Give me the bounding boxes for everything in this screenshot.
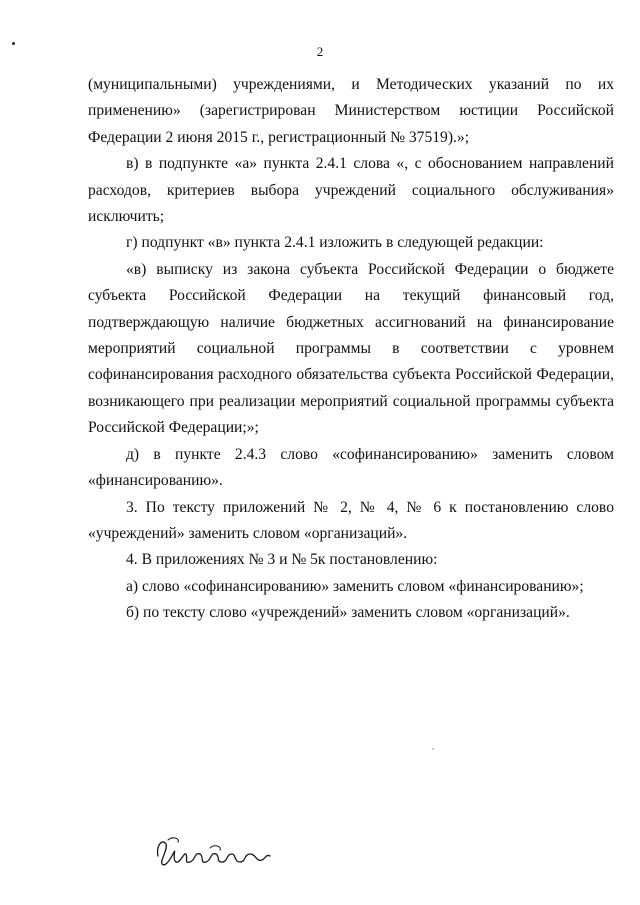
document-body (88, 72, 614, 627)
paragraph-4: «в) выписку из закона субъекта Российской Федерации о бюджете субъекта Российской Федерации на текущий финансовый год, подтверждающую наличие бюджетных ассигнований на финансирование мероприятий социальной программы в соответствии с уровнем софинансирования расходного обязательства субъекта Российской Федерации, возникающего при реализации мероприятий социальной программы субъекта Российской Федерации;»; (88, 260, 614, 437)
scan-speck (432, 748, 434, 750)
page-number: 2 (316, 44, 324, 59)
paragraph-6: 3. По тексту приложений № 2, № 4, № 6 к постановлению слово «учреждений» заменить словом «организаций». (88, 498, 614, 542)
paragraph-1: (муниципальными) учреждениями, и Методических указаний по их применению» (зарегистрирован Министерством юстиции Российской Федерации 2 июня 2015 г., регистрационный № 37519).»; (88, 76, 614, 146)
paragraph-7: 4. В приложениях № 3 и № 5к постановлению: (126, 551, 438, 569)
paragraph-5: д) в пункте 2.4.3 слово «софинансированию» заменить словом «финансированию». (88, 445, 614, 490)
paragraph-9: б) по тексту слово «учреждений» заменить словом «организаций». (126, 604, 570, 622)
handwritten-signature (150, 826, 280, 876)
paragraph-8: а) слово «софинансированию» заменить словом «финансированию»; (126, 577, 584, 595)
paragraph-2: в) в подпункте «а» пункта 2.4.1 слова «, с обоснованием направлений расходов, критериев выбора учреждений социального обслуживания» исключить; (88, 155, 614, 226)
paragraph-3: г) подпункт «в» пункта 2.4.1 изложить в следующей редакции: (126, 234, 544, 252)
